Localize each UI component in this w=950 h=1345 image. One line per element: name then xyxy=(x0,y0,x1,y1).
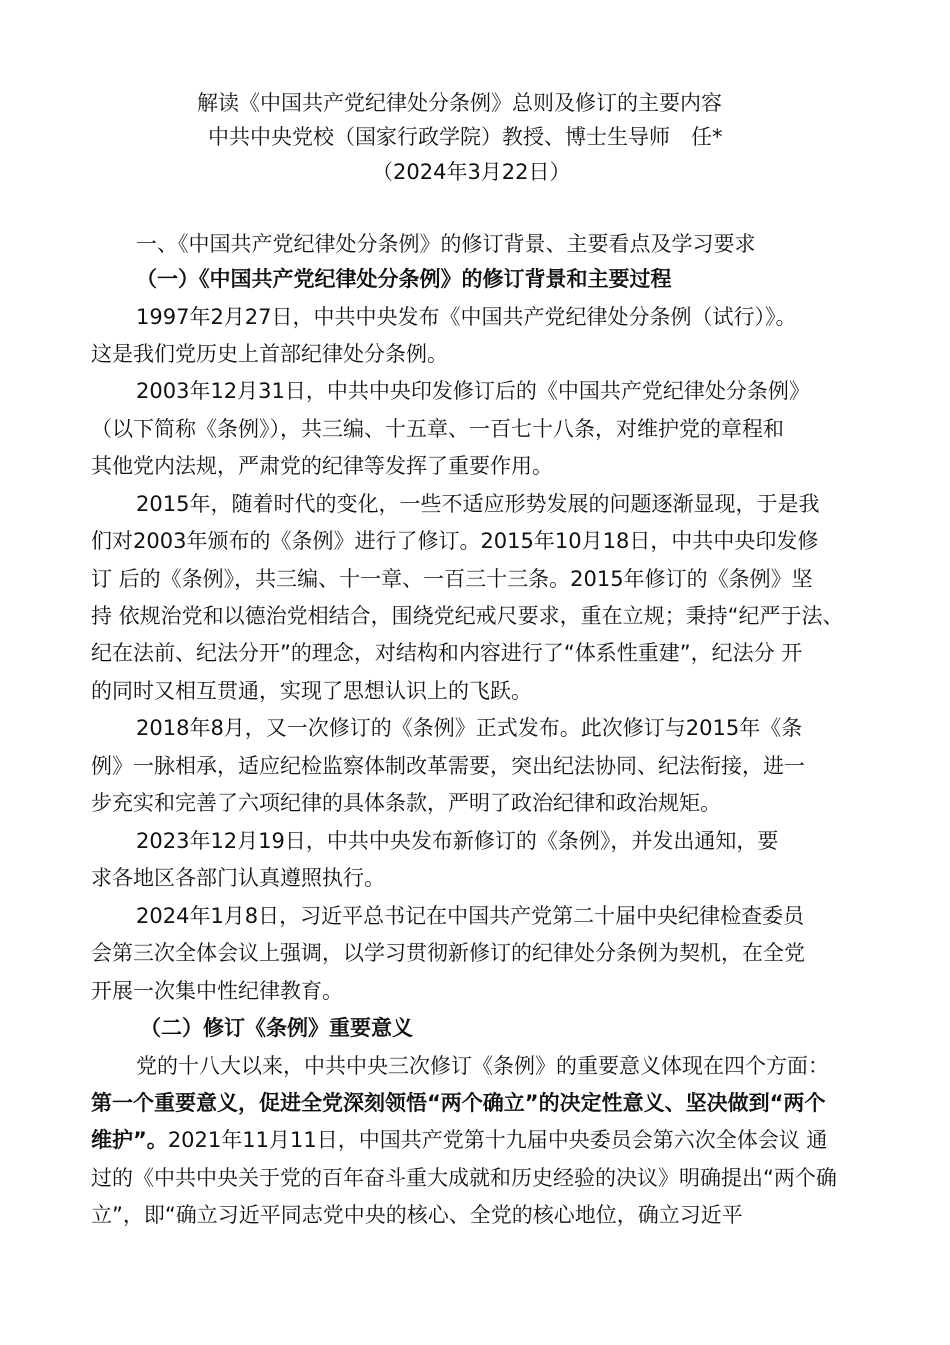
paragraph-line: 1997年2月27日，中共中央发布《中国共产党纪律处分条例（试行）》。 xyxy=(136,305,797,329)
paragraph-line: 党的十八大以来，中共中央三次修订《条例》的重要意义体现在四个方面： xyxy=(136,1054,829,1078)
paragraph-line: 们对2003年颁布的《条例》进行了修订。2015年10月18日，中共中央印发修 xyxy=(91,529,819,553)
paragraph-line: 2024年1月8日，习近平总书记在中国共产党第二十届中央纪律检查委员 xyxy=(136,904,805,928)
subsection-heading: （二）修订《条例》重要意义 xyxy=(140,1016,413,1040)
paragraph-line: 开展一次集中性纪律教育。 xyxy=(91,979,343,1003)
paragraph-line: 这是我们党历史上首部纪律处分条例。 xyxy=(91,342,448,366)
subsection-heading: （一）《中国共产党纪律处分条例》的修订背景和主要过程 xyxy=(136,267,672,291)
paragraph-line xyxy=(91,1125,827,1155)
paragraph-line: 2023年12月19日，中共中央发布新修订的《条例》，并发出通知，要 xyxy=(136,829,779,853)
paragraph-line: 会第三次全体会议上强调，以学习贯彻新修订的纪律处分条例为契机，在全党 xyxy=(91,941,805,965)
paragraph-line: 订 后的《条例》，共三编、十一章、一百三十三条。2015年修订的《条例》坚 xyxy=(91,567,813,591)
section-heading: 一、《中国共产党纪律处分条例》的修订背景、主要看点及学习要求 xyxy=(136,232,756,256)
date-line: （2024年3月22日） xyxy=(372,160,571,184)
document-title: 解读《中国共产党纪律处分条例》总则及修订的主要内容 xyxy=(197,91,722,115)
emphasis-line: 第一个重要意义，促进全党深刻领悟“两个确立”的决定性意义、坚决做到“两个 xyxy=(91,1091,826,1115)
paragraph-text: 2021年11月11日，中国共产党第十九届中央委员会第六次全体会议 通 xyxy=(167,1128,828,1152)
paragraph-line: 立”，即“确立习近平同志党中央的核心、全党的核心地位，确立习近平 xyxy=(91,1203,743,1227)
paragraph-line: 过的《中共中央关于党的百年奋斗重大成就和历史经验的决议》明确提出“两个确 xyxy=(91,1166,837,1190)
paragraph-line: 求各地区各部门认真遵照执行。 xyxy=(91,866,385,890)
paragraph-line: 2015年，随着时代的变化，一些不适应形势发展的问题逐渐显现，于是我 xyxy=(136,492,820,516)
paragraph-line: 2018年8月，又一次修订的《条例》正式发布。此次修订与2015年《条 xyxy=(136,716,803,740)
paragraph-line: 持 依规治党和以德治党相结合，围绕党纪戒尺要求，重在立规；秉持“纪严于法、 xyxy=(91,604,844,628)
author-line: 中共中央党校（国家行政学院）教授、博士生导师 任* xyxy=(208,125,723,149)
paragraph-line: 2003年12月31日，中共中央印发修订后的《中国共产党纪律处分条例》 xyxy=(136,379,810,403)
paragraph-line: （以下简称《条例》），共三编、十五章、一百七十八条，对维护党的章程和 xyxy=(91,417,784,441)
paragraph-line: 其他党内法规，严肃党的纪律等发挥了重要作用。 xyxy=(91,454,553,478)
paragraph-line: 纪在法前、纪法分开”的理念，对结构和内容进行了“体系性重建”，纪法分 开 xyxy=(91,641,803,665)
paragraph-line: 步充实和完善了六项纪律的具体条款，严明了政治纪律和政治规矩。 xyxy=(91,791,721,815)
paragraph-line: 的同时又相互贯通，实现了思想认识上的飞跃。 xyxy=(91,679,532,703)
paragraph-line: 例》一脉相承，适应纪检监察体制改革需要，突出纪法协同、纪法衔接，进一 xyxy=(91,754,805,778)
emphasis-text: 维护”。 xyxy=(91,1128,168,1152)
